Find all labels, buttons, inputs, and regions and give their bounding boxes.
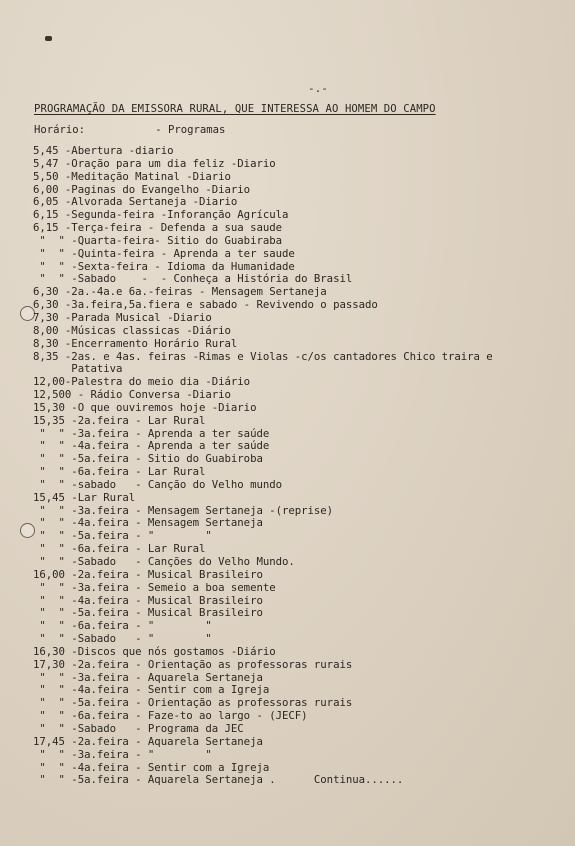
schedule-line: 15,45 -Lar Rural (33, 490, 136, 504)
schedule-line: 6,15 -Segunda-feira -Inforanção Agrícula (33, 208, 289, 222)
schedule-line: 12,500 - Rádio Conversa -Diario (33, 388, 231, 402)
schedule-line: " " -3a.feira - Aprenda a ter saúde (33, 426, 270, 440)
schedule-line: " " -5a.feira - " " (33, 529, 212, 543)
schedule-line: " " -3a.feira - Mensagem Sertaneja -(reprise) (33, 503, 334, 517)
schedule-line: 15,35 -2a.feira - Lar Rural (33, 413, 206, 427)
schedule-line: " " -4a.feira - Sentir com a Igreja (33, 760, 270, 774)
schedule-line: 8,35 -2as. e 4as. feiras -Rimas e Violas -c/os cantadores Chico traira e (33, 349, 493, 363)
schedule-line: " " -4a.feira - Aprenda a ter saúde (33, 439, 270, 453)
schedule-line: 5,47 -Oração para um dia feliz -Diario (33, 156, 276, 170)
schedule-line: 7,30 -Parada Musical -Diario (33, 310, 212, 324)
schedule-line: " " -6a.feira - Lar Rural (33, 542, 206, 556)
schedule-line: 17,30 -2a.feira - Orientação as professoras rurais (33, 657, 353, 671)
schedule-line: 5,50 -Meditação Matinal -Diario (33, 169, 231, 183)
schedule-line: " " -Quinta-feira - Aprenda a ter saude (33, 246, 295, 260)
schedule-line: " " -4a.feira - Musical Brasileiro (33, 593, 263, 607)
schedule-line: " " -6a.feira - Faze-to ao largo - (JECF) (33, 709, 308, 723)
schedule-line: " " -3a.feira - Aquarela Sertaneja (33, 670, 263, 684)
schedule-line: 17,45 -2a.feira - Aquarela Sertaneja (33, 734, 263, 748)
schedule-list (33, 145, 493, 787)
schedule-line: " " -3a.feira - Semeio a boa semente (33, 580, 276, 594)
schedule-line: 8,00 -Músicas classicas -Diário (33, 323, 231, 337)
schedule-line: " " -sabado - Canção do Velho mundo (33, 477, 282, 491)
ink-mark: -.- (308, 82, 328, 95)
schedule-line: 6,15 -Terça-feira - Defenda a sua saude (33, 221, 282, 235)
schedule-line: 5,45 -Abertura -diario (33, 144, 174, 157)
schedule-line: " " -Sabado - - Conheça a História do Brasil (33, 272, 353, 286)
schedule-line: " " -5a.feira - Musical Brasileiro (33, 606, 263, 620)
schedule-line: " " -Sabado - Canções do Velho Mundo. (33, 555, 295, 568)
schedule-line: " " -Sabado - Programa da JEC (33, 721, 244, 735)
schedule-line: 6,05 -Alvorada Sertaneja -Diario (33, 195, 238, 209)
document-title: PROGRAMAÇÃO DA EMISSORA RURAL, QUE INTERESSA AO HOMEM DO CAMPO (34, 103, 436, 115)
schedule-line: 8,30 -Encerramento Horário Rural (33, 336, 238, 350)
schedule-line: 15,30 -O que ouviremos hoje -Diario (33, 400, 257, 414)
schedule-line: " " -5a.feira - Sitio do Guabiroba (33, 452, 263, 466)
schedule-line: " " -6a.feira - Lar Rural (33, 465, 206, 479)
schedule-line: 12,00-Palestra do meio dia -Diário (33, 375, 251, 389)
schedule-line: " " -4a.feira - Sentir com a Igreja (33, 683, 270, 697)
schedule-line: " " -6a.feira - " " (33, 619, 212, 633)
schedule-line: " " -4a.feira - Mensagem Sertaneja (33, 516, 263, 530)
schedule-line: " " -3a.feira - " " (33, 747, 212, 761)
schedule-line: " " -5a.feira - Aquarela Sertaneja . Continua...... (33, 773, 404, 787)
schedule-line: " " -Sabado - " " (33, 632, 212, 646)
schedule-line: 6,30 -2a.-4a.e 6a.-feiras - Mensagem Sertaneja (33, 285, 327, 299)
schedule-line: Patativa (33, 362, 123, 376)
time-column-label: Horário: (34, 124, 86, 136)
schedule-line: 16,30 -Discos que nós gostamos -Diário (33, 644, 276, 658)
schedule-line: " " -5a.feira - Orientação as professoras rurais (33, 696, 353, 710)
schedule-line: 16,00 -2a.feira - Musical Brasileiro (33, 567, 263, 581)
schedule-line: 6,00 -Paginas do Evangelho -Diario (33, 182, 251, 196)
schedule-line: " " -Sexta-feira - Idioma da Humanidade (33, 259, 295, 273)
programs-column-label: - Programas (155, 124, 226, 136)
column-headers (34, 124, 225, 136)
schedule-line: " " -Quarta-feira- Sitio do Guabiraba (33, 233, 282, 247)
ink-mark (45, 36, 52, 41)
schedule-line: 6,30 -3a.feira,5a.fiera e sabado - Revivendo o passado (33, 298, 378, 312)
